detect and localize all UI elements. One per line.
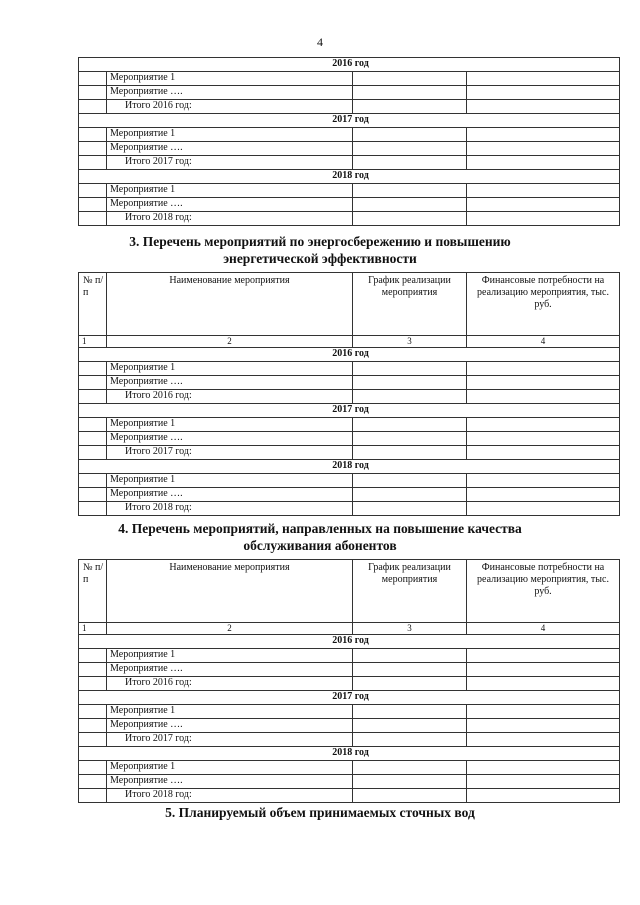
column-header-name: Наименование мероприятия bbox=[107, 273, 353, 336]
event-name: Мероприятие 1 bbox=[107, 418, 353, 432]
year-row: 2016 год bbox=[79, 635, 620, 649]
column-header-schedule: График реализации мероприятия bbox=[353, 560, 467, 623]
section-3-title: 3. Перечень мероприятий по энергосбережению и повышению энергетической эффективности bbox=[129, 234, 511, 266]
event-name: Мероприятие 1 bbox=[107, 128, 353, 142]
top-events-table bbox=[78, 57, 620, 226]
total-row: Итого 2016 год: bbox=[107, 677, 353, 691]
column-header-num: № п/п bbox=[79, 273, 107, 336]
section-3-table bbox=[78, 272, 620, 516]
event-name: Мероприятие …. bbox=[107, 142, 353, 156]
total-row: Итого 2018 год: bbox=[107, 502, 353, 516]
column-index: 2 bbox=[107, 336, 353, 348]
event-name: Мероприятие …. bbox=[107, 376, 353, 390]
column-index: 3 bbox=[353, 336, 467, 348]
column-header-name: Наименование мероприятия bbox=[107, 560, 353, 623]
year-row: 2017 год bbox=[79, 114, 620, 128]
column-index: 1 bbox=[79, 336, 107, 348]
page-number: 4 bbox=[317, 35, 323, 49]
event-name: Мероприятие …. bbox=[107, 663, 353, 677]
year-row: 2018 год bbox=[79, 170, 620, 184]
event-name: Мероприятие …. bbox=[107, 432, 353, 446]
event-name: Мероприятие 1 bbox=[107, 649, 353, 663]
event-name: Мероприятие 1 bbox=[107, 474, 353, 488]
column-header-finance: Финансовые потребности на реализацию мероприятия, тыс. руб. bbox=[467, 560, 620, 623]
year-row: 2016 год bbox=[79, 348, 620, 362]
total-row: Итого 2017 год: bbox=[107, 156, 353, 170]
total-row: Итого 2017 год: bbox=[107, 446, 353, 460]
year-row: 2018 год bbox=[79, 747, 620, 761]
column-index: 1 bbox=[79, 623, 107, 635]
event-name: Мероприятие 1 bbox=[107, 362, 353, 376]
column-header-schedule: График реализации мероприятия bbox=[353, 273, 467, 336]
year-row: 2017 год bbox=[79, 691, 620, 705]
column-header-num: № п/п bbox=[79, 560, 107, 623]
event-name: Мероприятие …. bbox=[107, 719, 353, 733]
total-row: Итого 2016 год: bbox=[107, 390, 353, 404]
section-4-table bbox=[78, 559, 620, 803]
year-row: 2016 год bbox=[79, 58, 620, 72]
column-index: 2 bbox=[107, 623, 353, 635]
column-index: 3 bbox=[353, 623, 467, 635]
column-index: 4 bbox=[467, 336, 620, 348]
event-name: Мероприятие …. bbox=[107, 198, 353, 212]
event-name: Мероприятие 1 bbox=[107, 705, 353, 719]
total-row: Итого 2018 год: bbox=[107, 789, 353, 803]
event-name: Мероприятие 1 bbox=[107, 184, 353, 198]
event-name: Мероприятие …. bbox=[107, 488, 353, 502]
event-name: Мероприятие 1 bbox=[107, 761, 353, 775]
event-name: Мероприятие …. bbox=[107, 86, 353, 100]
year-row: 2018 год bbox=[79, 460, 620, 474]
section-4-title: 4. Перечень мероприятий, направленных на повышение качества обслуживания абонентов bbox=[118, 521, 522, 553]
event-name: Мероприятие 1 bbox=[107, 72, 353, 86]
total-row: Итого 2016 год: bbox=[107, 100, 353, 114]
column-header-finance: Финансовые потребности на реализацию мероприятия, тыс. руб. bbox=[467, 273, 620, 336]
total-row: Итого 2018 год: bbox=[107, 212, 353, 226]
section-5-title: 5. Планируемый объем принимаемых сточных вод bbox=[165, 805, 475, 820]
event-name: Мероприятие …. bbox=[107, 775, 353, 789]
year-row: 2017 год bbox=[79, 404, 620, 418]
total-row: Итого 2017 год: bbox=[107, 733, 353, 747]
column-index: 4 bbox=[467, 623, 620, 635]
